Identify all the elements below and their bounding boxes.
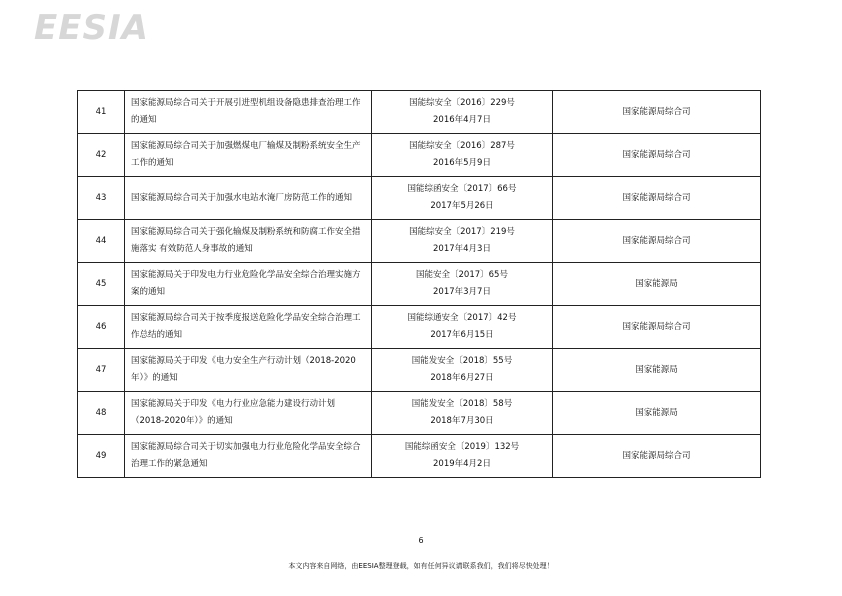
issuing-authority: 国家能源局综合司 bbox=[553, 220, 761, 263]
row-number: 45 bbox=[78, 263, 125, 306]
document-date: 2017年5月26日 bbox=[430, 201, 494, 211]
document-number: 国能综安全〔2016〕287号 bbox=[409, 141, 515, 151]
document-number-cell bbox=[372, 263, 553, 306]
document-date: 2019年4月2日 bbox=[433, 459, 491, 469]
issuing-authority: 国家能源局综合司 bbox=[553, 177, 761, 220]
document-title: 国家能源局综合司关于切实加强电力行业危险化学品安全综合治理工作的紧急通知 bbox=[125, 435, 372, 478]
document-date: 2018年7月30日 bbox=[430, 416, 494, 426]
document-title: 国家能源局关于印发《电力安全生产行动计划（2018-2020年）》的通知 bbox=[125, 349, 372, 392]
document-number: 国能综通安全〔2017〕42号 bbox=[407, 313, 517, 323]
document-date: 2017年3月7日 bbox=[433, 287, 491, 297]
table-row bbox=[78, 392, 761, 435]
row-number: 49 bbox=[78, 435, 125, 478]
issuing-authority: 国家能源局 bbox=[553, 349, 761, 392]
document-number: 国能综安全〔2017〕219号 bbox=[409, 227, 515, 237]
document-number-cell bbox=[372, 306, 553, 349]
table-row bbox=[78, 177, 761, 220]
document-number-cell bbox=[372, 392, 553, 435]
issuing-authority: 国家能源局综合司 bbox=[553, 306, 761, 349]
document-title: 国家能源局关于印发《电力行业应急能力建设行动计划（2018-2020年）》的通知 bbox=[125, 392, 372, 435]
document-date: 2016年4月7日 bbox=[433, 115, 491, 125]
document-number: 国能综函安全〔2019〕132号 bbox=[404, 442, 520, 452]
eesia-logo: EESIA bbox=[34, 8, 149, 48]
document-date: 2016年5月9日 bbox=[433, 158, 491, 168]
document-title: 国家能源局综合司关于按季度报送危险化学品安全综合治理工作总结的通知 bbox=[125, 306, 372, 349]
row-number: 46 bbox=[78, 306, 125, 349]
document-number: 国能发安全〔2018〕58号 bbox=[411, 399, 513, 409]
document-number-cell bbox=[372, 177, 553, 220]
row-number: 43 bbox=[78, 177, 125, 220]
row-number: 48 bbox=[78, 392, 125, 435]
issuing-authority: 国家能源局 bbox=[553, 263, 761, 306]
table-row bbox=[78, 349, 761, 392]
page-number: 6 bbox=[418, 536, 424, 545]
document-number-cell bbox=[372, 349, 553, 392]
document-number: 国能综安全〔2016〕229号 bbox=[409, 98, 515, 108]
row-number: 42 bbox=[78, 134, 125, 177]
issuing-authority: 国家能源局综合司 bbox=[553, 435, 761, 478]
document-title: 国家能源局综合司关于强化输煤及制粉系统和防腐工作安全措施落实 有效防范人身事故的通知 bbox=[125, 220, 372, 263]
document-date: 2017年6月15日 bbox=[430, 330, 494, 340]
document-number-cell bbox=[372, 220, 553, 263]
document-number-cell bbox=[372, 91, 553, 134]
document-number: 国能安全〔2017〕65号 bbox=[416, 270, 508, 280]
document-title: 国家能源局综合司关于加强水电站水淹厂房防范工作的通知 bbox=[125, 177, 372, 220]
document-number-cell bbox=[372, 435, 553, 478]
document-title: 国家能源局综合司关于开展引进型机组设备隐患排查治理工作的通知 bbox=[125, 91, 372, 134]
document-title: 国家能源局关于印发电力行业危险化学品安全综合治理实施方案的通知 bbox=[125, 263, 372, 306]
issuing-authority: 国家能源局综合司 bbox=[553, 91, 761, 134]
document-number: 国能发安全〔2018〕55号 bbox=[411, 356, 513, 366]
document-date: 2017年4月3日 bbox=[433, 244, 491, 254]
row-number: 41 bbox=[78, 91, 125, 134]
document-title: 国家能源局综合司关于加强燃煤电厂输煤及制粉系统安全生产工作的通知 bbox=[125, 134, 372, 177]
regulation-table bbox=[77, 90, 761, 478]
table-row bbox=[78, 435, 761, 478]
table-row bbox=[78, 91, 761, 134]
footer-note: 本文内容来自网络，由EESIA整理登载，如有任何异议请联系我们，我们将尽快处理！ bbox=[288, 562, 554, 570]
row-number: 44 bbox=[78, 220, 125, 263]
table-row bbox=[78, 134, 761, 177]
document-number-cell bbox=[372, 134, 553, 177]
issuing-authority: 国家能源局综合司 bbox=[553, 134, 761, 177]
document-date: 2018年6月27日 bbox=[430, 373, 494, 383]
table-body bbox=[78, 91, 761, 478]
table-row bbox=[78, 306, 761, 349]
row-number: 47 bbox=[78, 349, 125, 392]
table-row bbox=[78, 263, 761, 306]
table-row bbox=[78, 220, 761, 263]
issuing-authority: 国家能源局 bbox=[553, 392, 761, 435]
document-number: 国能综函安全〔2017〕66号 bbox=[407, 184, 517, 194]
